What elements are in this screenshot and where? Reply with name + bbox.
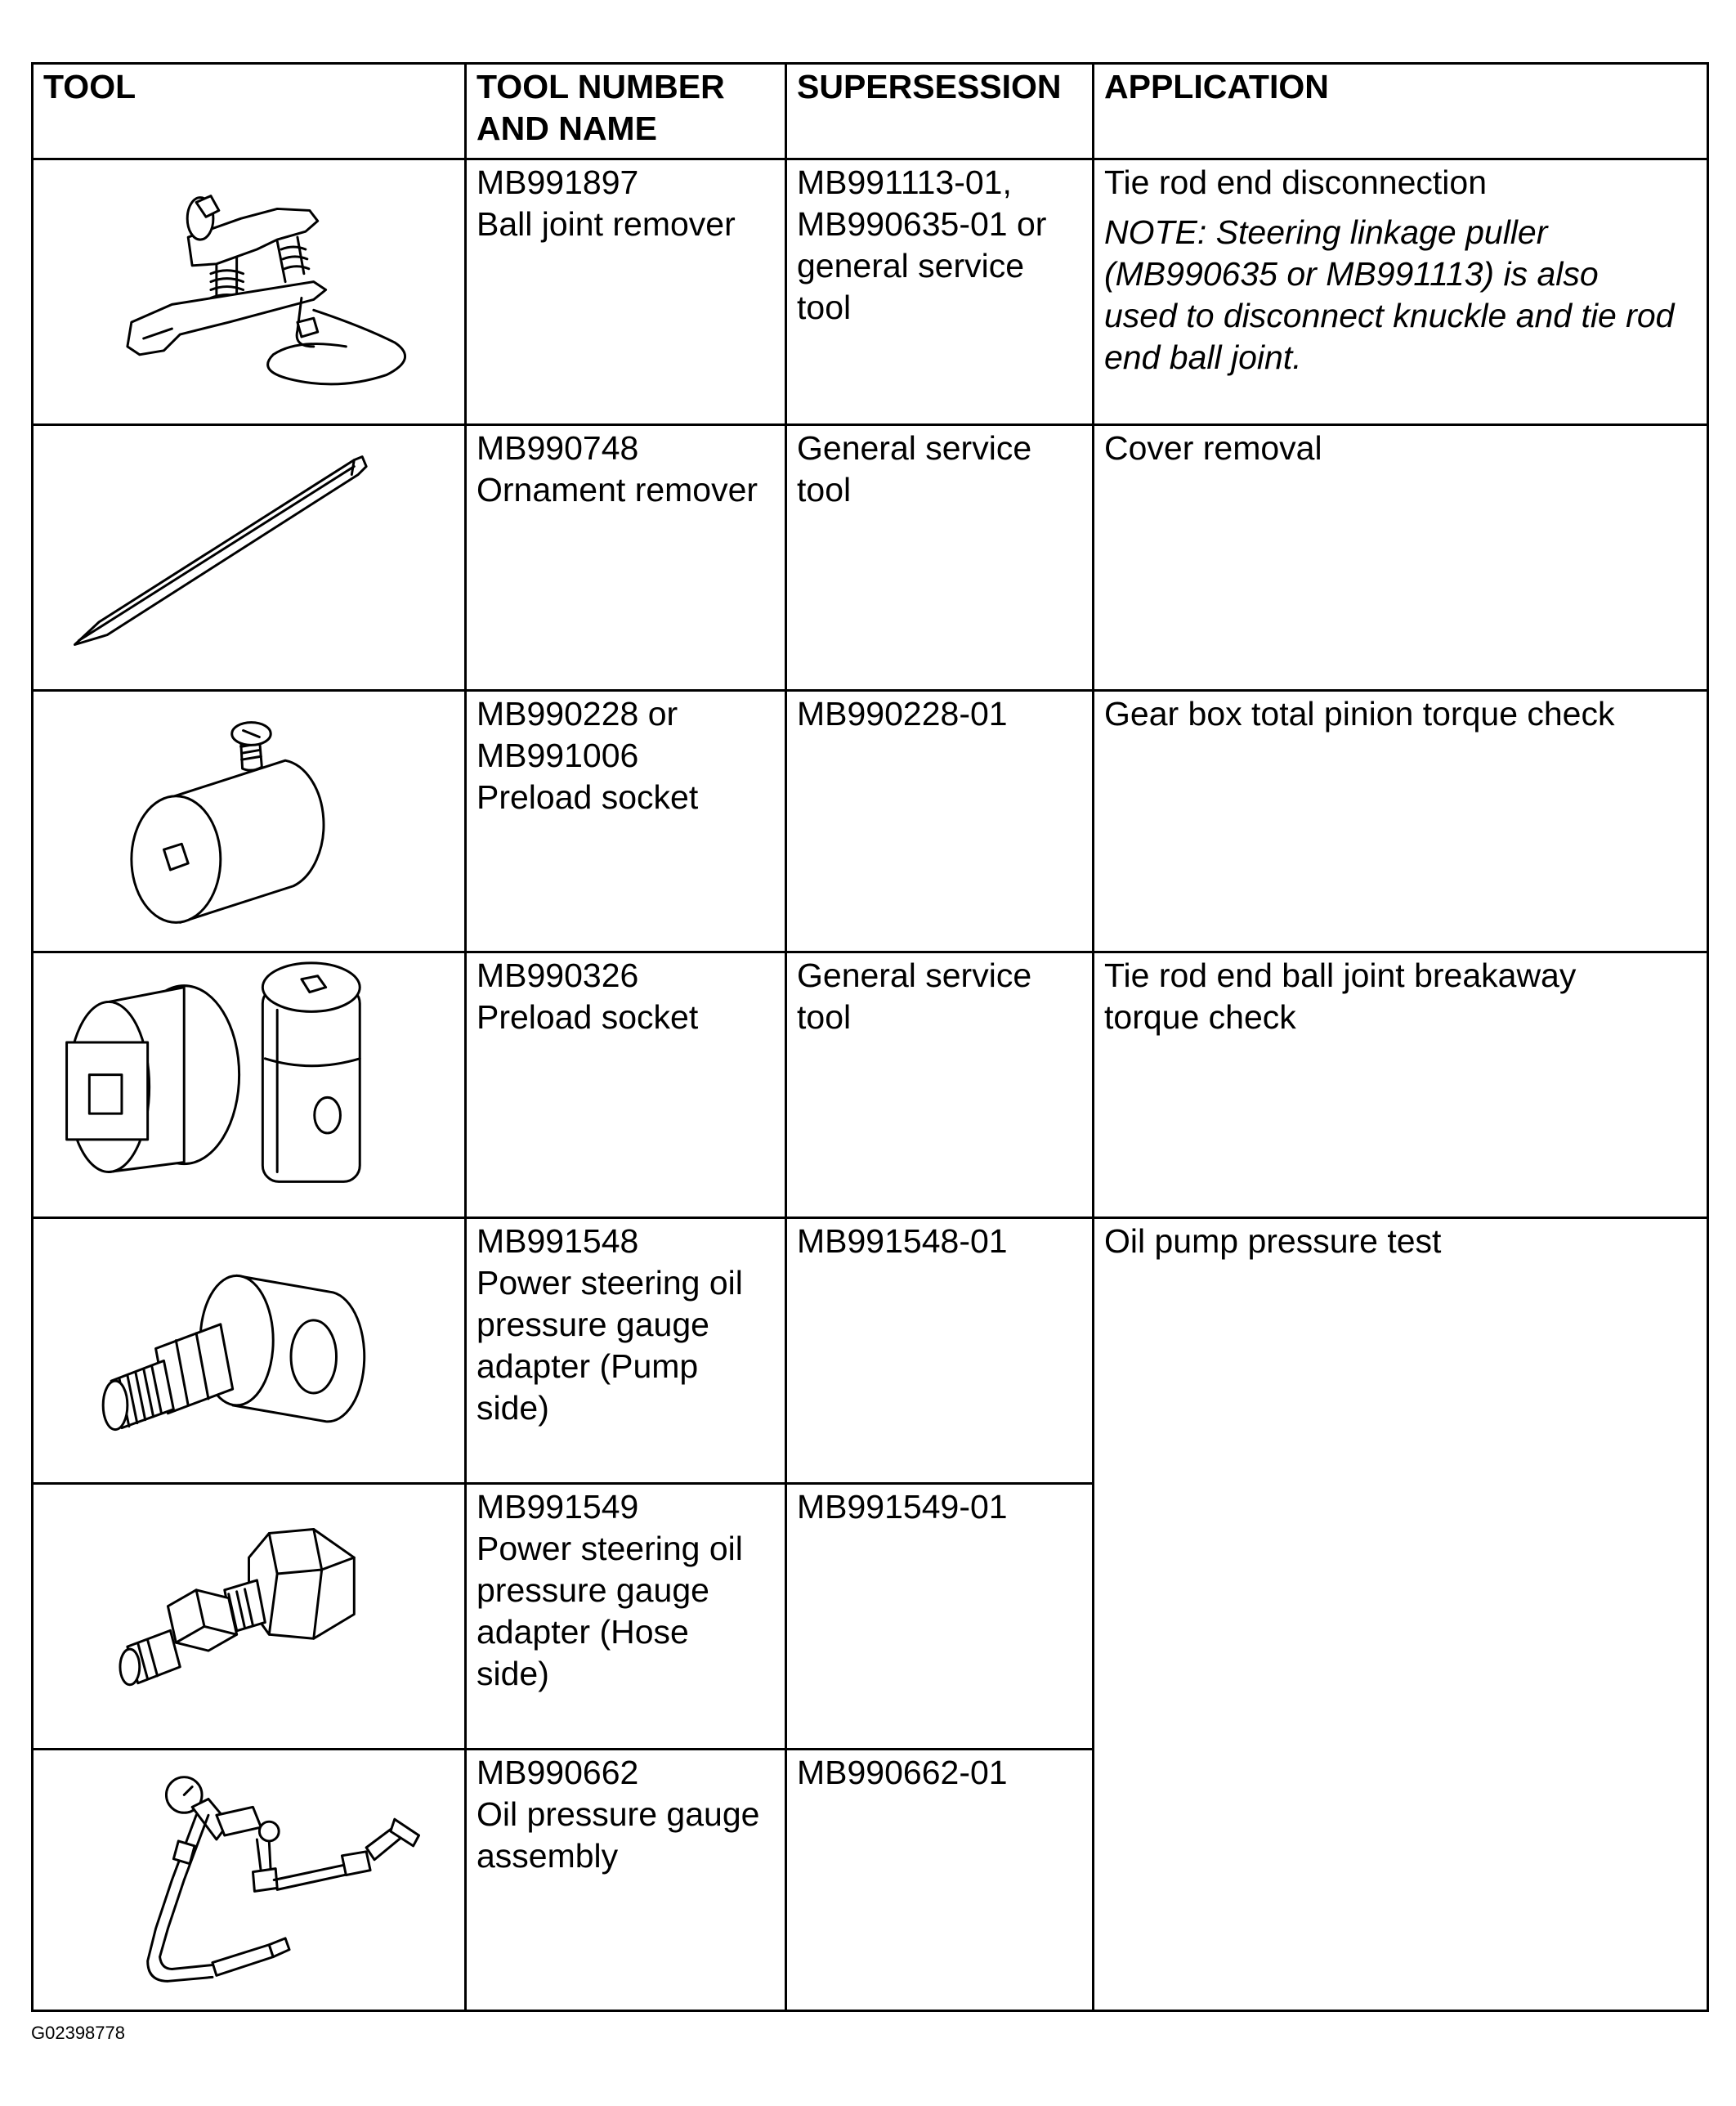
ball-joint-remover-icon bbox=[34, 160, 464, 423]
supersession-cell: General service tool bbox=[786, 952, 1094, 1218]
tool-number-cell: MB991549 Power steering oil pressure gauge adapter (Hose side) bbox=[466, 1484, 786, 1750]
supersession-cell: MB990228-01 bbox=[786, 691, 1094, 952]
tool-image-cell bbox=[33, 952, 466, 1218]
header-tool: TOOL bbox=[33, 64, 466, 159]
application-cell: Tie rod end disconnection NOTE: Steering linkage puller (MB990635 or MB991113) is also used to disconnect knuckle and tie rod end ball joint. bbox=[1094, 159, 1708, 425]
supersession-cell: MB991548-01 bbox=[786, 1218, 1094, 1484]
figure-id: G02398778 bbox=[31, 2023, 125, 2043]
oil-pressure-gauge-icon bbox=[34, 1750, 464, 2010]
supersession-cell: General service tool bbox=[786, 425, 1094, 691]
tool-number-cell: MB990662 Oil pressure gauge assembly bbox=[466, 1750, 786, 2011]
tool-number-cell: MB990748 Ornament remover bbox=[466, 425, 786, 691]
tool-number-cell: MB990326 Preload socket bbox=[466, 952, 786, 1218]
header-tool-number: TOOL NUMBER AND NAME bbox=[466, 64, 786, 159]
application-cell: Gear box total pinion torque check bbox=[1094, 691, 1708, 952]
table-row bbox=[33, 1218, 1708, 1484]
supersession-cell: MB991549-01 bbox=[786, 1484, 1094, 1750]
tool-image-cell bbox=[33, 425, 466, 691]
tool-number-cell: MB991897 Ball joint remover bbox=[466, 159, 786, 425]
table-row bbox=[33, 425, 1708, 691]
tool-number-cell: MB990228 or MB991006 Preload socket bbox=[466, 691, 786, 952]
application-cell: Tie rod end ball joint breakaway torque check bbox=[1094, 952, 1708, 1218]
tool-image-cell bbox=[33, 159, 466, 425]
supersession-cell: MB990662-01 bbox=[786, 1750, 1094, 2011]
special-tools-table bbox=[31, 62, 1709, 2012]
preload-socket-icon bbox=[34, 692, 464, 951]
application-cell: Oil pump pressure test bbox=[1094, 1218, 1708, 2011]
tool-image-cell bbox=[33, 691, 466, 952]
header-supersession: SUPERSESSION bbox=[786, 64, 1094, 159]
gauge-adapter-hose-icon bbox=[34, 1485, 464, 1748]
header-application: APPLICATION bbox=[1094, 64, 1708, 159]
table-row bbox=[33, 691, 1708, 952]
ornament-remover-icon bbox=[34, 426, 464, 689]
application-note: NOTE: Steering linkage puller (MB990635 or MB991113) is also used to disconnect knuckle and tie rod end ball joint. bbox=[1104, 213, 1675, 376]
tool-image-cell bbox=[33, 1218, 466, 1484]
gauge-adapter-pump-icon bbox=[34, 1219, 464, 1482]
table-row bbox=[33, 952, 1708, 1218]
application-cell: Cover removal bbox=[1094, 425, 1708, 691]
table-row bbox=[33, 159, 1708, 425]
tool-image-cell bbox=[33, 1750, 466, 2011]
preload-socket-pair-icon bbox=[34, 953, 464, 1217]
tool-image-cell bbox=[33, 1484, 466, 1750]
header-row bbox=[33, 64, 1708, 159]
tool-number-cell: MB991548 Power steering oil pressure gauge adapter (Pump side) bbox=[466, 1218, 786, 1484]
supersession-cell: MB991113-01, MB990635-01 or general service tool bbox=[786, 159, 1094, 425]
